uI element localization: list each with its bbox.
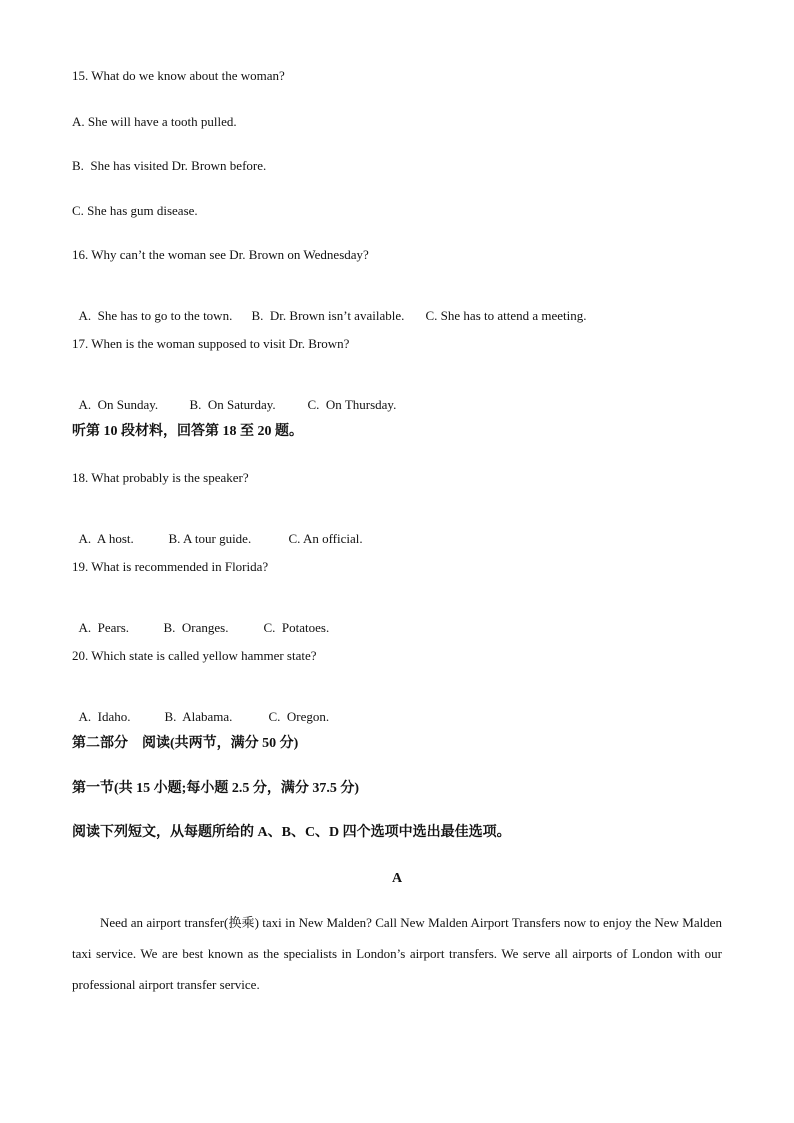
section-1-heading: 第一节(共 15 小题;每小题 2.5 分，满分 37.5 分) [72, 781, 359, 796]
q19-option-b: B. Oranges. [163, 620, 229, 635]
q18-option-a: A. A host. [78, 531, 134, 546]
question-18-stem: 18. What probably is the speaker? [72, 470, 249, 485]
part-2-heading: 第二部分 阅读(共两节，满分 50 分) [72, 736, 299, 751]
q18-option-b: B. A tour guide. [168, 531, 252, 546]
q17-options [72, 381, 396, 413]
q19-option-a: A. Pears. [78, 620, 130, 635]
question-20-stem: 20. Which state is called yellow hammer state? [72, 648, 317, 663]
q20-options [72, 693, 329, 725]
q19-options [72, 604, 329, 636]
q16-option-c: C. She has to attend a meeting. [425, 308, 587, 323]
q16-options [72, 292, 587, 324]
question-19-stem: 19. What is recommended in Florida? [72, 559, 269, 574]
q19-option-c: C. Potatoes. [263, 620, 330, 635]
q18-option-c: C. An official. [288, 531, 363, 546]
q16-option-b: B. Dr. Brown isn’t available. [251, 308, 405, 323]
q18-options [72, 515, 363, 547]
section-heading-material-10: 听第 10 段材料，回答第 18 至 20 题。 [72, 424, 303, 439]
q20-option-c: C. Oregon. [268, 709, 330, 724]
question-15-stem: 15. What do we know about the woman? [72, 68, 285, 83]
q15-option-b: B. She has visited Dr. Brown before. [72, 158, 267, 173]
q20-option-a: A. Idaho. [78, 709, 131, 724]
passage-label: A [391, 871, 403, 886]
q20-option-b: B. Alabama. [164, 709, 233, 724]
q15-option-c: C. She has gum disease. [72, 203, 198, 218]
question-16-stem: 16. Why can’t the woman see Dr. Brown on Wednesday? [72, 247, 369, 262]
reading-instruction: 阅读下列短文，从每题所给的 A、B、C、D 四个选项中选出最佳选项。 [72, 825, 511, 840]
question-17-stem: 17. When is the woman supposed to visit Dr. Brown? [72, 336, 350, 351]
q17-option-a: A. On Sunday. [78, 397, 159, 412]
q17-option-c: C. On Thursday. [307, 397, 397, 412]
q15-option-a: A. She will have a tooth pulled. [72, 114, 237, 129]
q16-option-a: A. She has to go to the town. [78, 308, 233, 323]
passage-paragraph: Need an airport transfer(换乘) taxi in New Malden? Call New Malden Airport Transfers now to enjoy the New Malden taxi service. We are best known as the specialists in London’s airport transfers. We serve all airports of London with our professional airport transfer service. [72, 915, 722, 992]
q17-option-b: B. On Saturday. [189, 397, 276, 412]
